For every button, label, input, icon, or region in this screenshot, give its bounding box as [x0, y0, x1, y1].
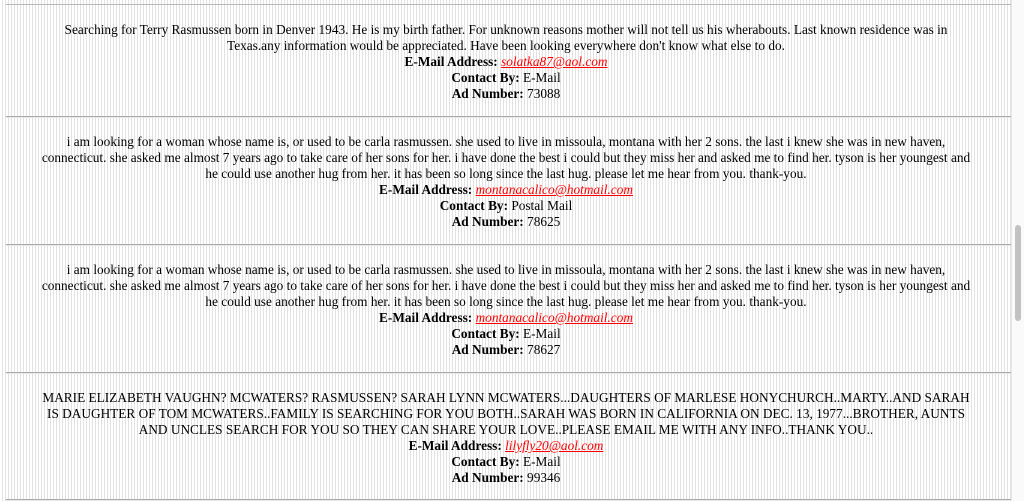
- email-label: E-Mail Address:: [379, 310, 473, 325]
- ad-number-row: [6, 342, 1006, 358]
- email-link[interactable]: solatka87@aol.com: [501, 54, 608, 69]
- contact-value: E-Mail: [522, 70, 561, 85]
- email-row: [6, 438, 1006, 454]
- contact-label: Contact By:: [451, 454, 520, 469]
- ad-message: [6, 390, 1006, 438]
- ad-listing: [6, 262, 1006, 358]
- ad-message-line: MARIE ELIZABETH VAUGHN? MCWATERS? RASMUSSEN? SARAH LYNN MCWATERS...DAUGHTERS OF MARLESE HONYCHURCH..MARTY..AND SARAH: [42, 390, 970, 405]
- ad-message-line: AND UNCLES SEARCH FOR YOU SO THEY CAN SHARE YOUR LOVE..PLEASE EMAIL ME WITH ANY INFO..THANK YOU..: [138, 422, 874, 437]
- email-link[interactable]: lilyfly20@aol.com: [505, 438, 604, 453]
- ad-number-value: 73088: [527, 86, 561, 101]
- ad-message: [6, 134, 1006, 182]
- ad-message: [6, 22, 1006, 54]
- contact-value: E-Mail: [522, 454, 561, 469]
- ad-number-label: Ad Number:: [451, 214, 524, 229]
- email-link[interactable]: montanacalico@hotmail.com: [475, 182, 633, 197]
- email-label: E-Mail Address:: [408, 438, 502, 453]
- ad-message-line: i am looking for a woman whose name is, or used to be carla rasmussen. she used to live in missoula, montana with her 2 sons. the last i knew she was in new haven,: [66, 262, 946, 277]
- email-row: [6, 54, 1006, 70]
- ad-number-row: [6, 470, 1006, 486]
- ad-message-line: i am looking for a woman whose name is, or used to be carla rasmussen. she used to live in missoula, montana with her 2 sons. the last i knew she was in new haven,: [66, 134, 946, 149]
- ad-message-line: connecticut. she asked me almost 7 years ago to take care of her sons for her. i have done the best i could but they miss her and asked me to find her. tyson is her youngest and: [41, 150, 971, 165]
- ad-message-line: Searching for Terry Rasmussen born in Denver 1943. He is my birth father. For unknown reasons mother will not tell us his wherabouts. Last known residence was in: [64, 22, 948, 37]
- email-label: E-Mail Address:: [379, 182, 473, 197]
- email-link[interactable]: montanacalico@hotmail.com: [475, 310, 633, 325]
- email-row: [6, 182, 1006, 198]
- ad-message-line: he could use another hug from her. it has been so long since the last hug. please let me hear from you. thank-you.: [205, 166, 807, 181]
- email-row: [6, 310, 1006, 326]
- ad-message-line: Texas.any information would be appreciated. Have been looking everywhere don't know what else to do.: [227, 38, 785, 53]
- ad-divider: [6, 116, 1012, 118]
- ad-divider: [6, 372, 1012, 374]
- ad-message-line: connecticut. she asked me almost 7 years ago to take care of her sons for her. i have done the best i could but they miss her and asked me to find her. tyson is her youngest and: [41, 278, 971, 293]
- contact-value: Postal Mail: [511, 198, 573, 213]
- ad-message: [6, 262, 1006, 310]
- contact-value: E-Mail: [522, 326, 561, 341]
- ad-number-row: [6, 214, 1006, 230]
- contact-row: [6, 198, 1006, 214]
- ad-listing: [6, 22, 1006, 102]
- contact-label: Contact By:: [439, 198, 509, 213]
- ad-listing: [6, 134, 1006, 230]
- ad-listing: [6, 390, 1006, 486]
- contact-label: Contact By:: [451, 70, 520, 85]
- email-label: E-Mail Address:: [404, 54, 498, 69]
- ad-number-label: Ad Number:: [451, 342, 524, 357]
- vertical-scrollbar[interactable]: [1011, 0, 1024, 501]
- top-divider: [6, 4, 1012, 5]
- ad-message-line: he could use another hug from her. it has been so long since the last hug. please let me hear from you. thank-you.: [205, 294, 807, 309]
- contact-row: [6, 70, 1006, 86]
- ad-number-label: Ad Number:: [451, 86, 524, 101]
- ad-message-line: IS DAUGHTER OF TOM MCWATERS..FAMILY IS SEARCHING FOR YOU BOTH..SARAH WAS BORN IN CALIFORNIA ON DEC. 13, 1977...BROTHER, AUNTS: [47, 406, 965, 421]
- ad-number-value: 78627: [527, 342, 561, 357]
- contact-label: Contact By:: [451, 326, 520, 341]
- ad-number-label: Ad Number:: [451, 470, 524, 485]
- ad-number-row: [6, 86, 1006, 102]
- ad-number-value: 78625: [527, 214, 561, 229]
- contact-row: [6, 326, 1006, 342]
- contact-row: [6, 454, 1006, 470]
- scrollbar-thumb[interactable]: [1015, 225, 1021, 321]
- ad-number-value: 99346: [527, 470, 561, 485]
- ad-divider: [6, 244, 1012, 246]
